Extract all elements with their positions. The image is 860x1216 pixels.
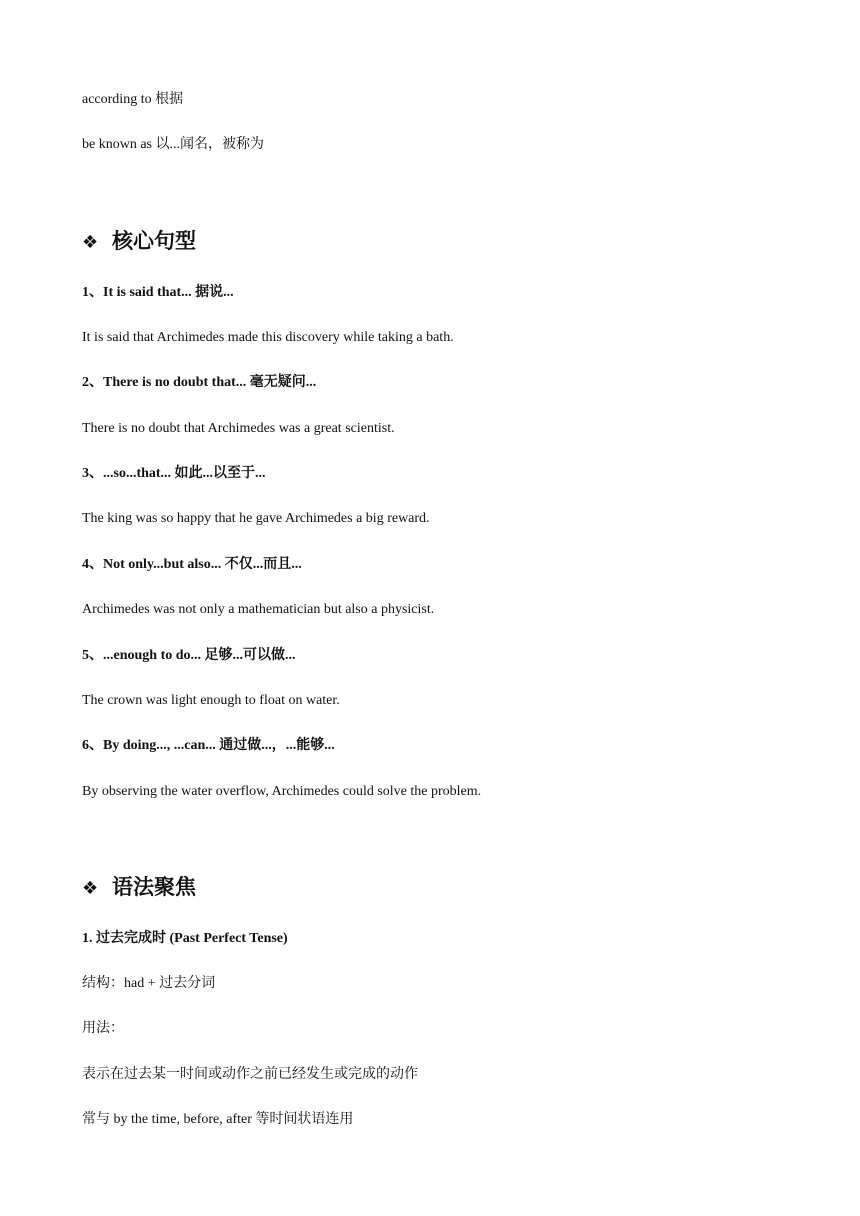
section-title: 核心句型 xyxy=(112,229,196,253)
example-line: By observing the water overflow, Archimedes could solve the problem. xyxy=(82,784,482,799)
pattern-line: 4、Not only...but also... 不仅...而且... xyxy=(82,557,302,572)
diamond-bullet-icon: ❖ xyxy=(82,878,99,899)
grammar-usage-point: 常与 by the time, before, after 等时间状语连用 xyxy=(82,1112,354,1127)
grammar-subtitle: 1. 过去完成时 (Past Perfect Tense) xyxy=(82,931,288,946)
pattern-line: 3、...so...that... 如此...以至于... xyxy=(82,466,266,481)
example-line: The crown was light enough to float on water. xyxy=(82,693,340,708)
diamond-bullet-icon: ❖ xyxy=(82,232,99,253)
phrase-line: according to 根据 xyxy=(82,92,184,107)
grammar-usage-point: 表示在过去某一时间或动作之前已经发生或完成的动作 xyxy=(82,1067,418,1082)
example-line: The king was so happy that he gave Archimedes a big reward. xyxy=(82,511,430,526)
section-heading-grammar xyxy=(82,874,196,902)
section-heading-core xyxy=(82,228,196,256)
section-title: 语法聚焦 xyxy=(112,875,196,899)
example-line: There is no doubt that Archimedes was a great scientist. xyxy=(82,421,395,436)
pattern-line: 1、It is said that... 据说... xyxy=(82,285,234,300)
pattern-line: 2、There is no doubt that... 毫无疑问... xyxy=(82,375,317,390)
grammar-usage-label: 用法： xyxy=(82,1021,124,1036)
grammar-structure: 结构：had + 过去分词 xyxy=(82,976,216,991)
pattern-line: 5、...enough to do... 足够...可以做... xyxy=(82,648,296,663)
pattern-line: 6、By doing..., ...can... 通过做...，...能够... xyxy=(82,738,335,753)
example-line: Archimedes was not only a mathematician but also a physicist. xyxy=(82,602,435,617)
phrase-line: be known as 以...闻名，被称为 xyxy=(82,137,264,152)
example-line: It is said that Archimedes made this discovery while taking a bath. xyxy=(82,330,454,345)
